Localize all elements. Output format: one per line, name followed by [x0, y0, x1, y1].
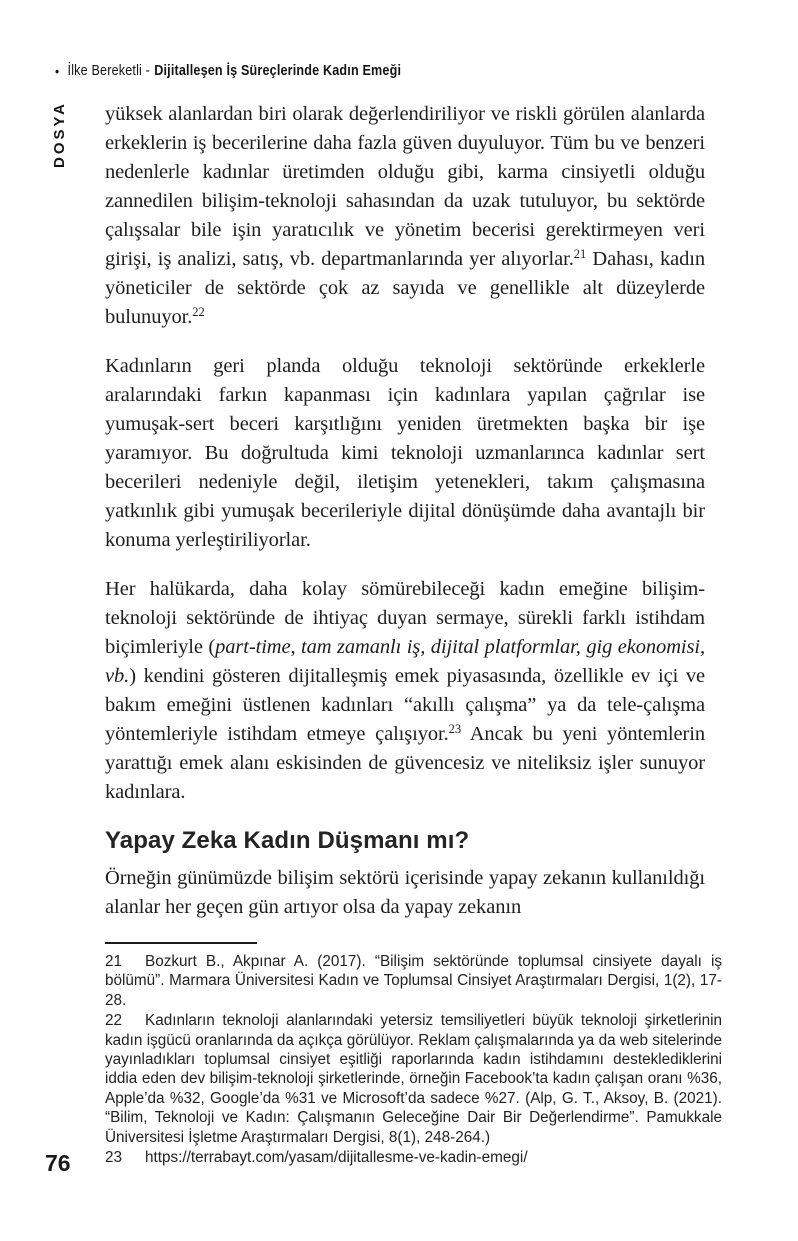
footnotes-block [105, 942, 722, 1167]
body-paragraph-1 [105, 100, 705, 332]
footnote-number: 21 [105, 953, 123, 970]
footnote-ref-23: 23 [448, 722, 462, 736]
footnote-22 [105, 1011, 722, 1147]
page-content [105, 100, 722, 1168]
body-paragraph-2 [105, 352, 705, 555]
footnote-ref-22: 22 [192, 305, 205, 319]
paragraph-text: yüksek alanlardan biri olarak değerlendiriliyor ve riskli görülen alanlarda erkeklerin iş becerilerine daha fazla güven duyuluyor. Tüm bu ve benzeri nedenlerle kadınlar üretimden olduğu gibi, karma cinsiyetli olduğu zannedilen bilişim-teknoloji sahasından da uzak tutuluyor, bu sektörde çalışsalar bile işin yaratıcılık ve yönetim becerisi gerektirmeyen veri girişi, iş analizi, satış, vb. departmanlarında yer alıyorlar. [105, 103, 705, 270]
footnote-separator-rule [105, 942, 257, 944]
section-label-dosya: DOSYA [51, 101, 68, 168]
paragraph-italic-text: part-time, tam zamanlı iş, dijital platformlar, gig ekonomisi, vb. [105, 636, 705, 687]
header-bullet-icon: • [55, 62, 60, 79]
paragraph-text: Dahası, kadın yöneticiler de sektörde çok az sayıda ve genellikle alt düzeylerde bulunuyor. [105, 248, 705, 328]
footnote-url-link[interactable]: https://terrabayt.com/yasam/dijitallesme-ve-kadin-emegi/ [145, 1149, 528, 1167]
paragraph-text: Ancak bu yeni yöntemlerin yarattığı emek alanı eskisinden de güvencesiz ve niteliksiz işler sunuyor kadınlara. [105, 723, 706, 803]
body-paragraph-4 [105, 864, 705, 922]
header-book-title: Dijitalleşen İş Süreçlerinde Kadın Emeği [154, 62, 402, 79]
paragraph-text: Her halükarda, daha kolay sömürebileceği kadın emeğine bilişim-teknoloji sektöründe de ihtiyaç duyan sermaye, sürekli farklı istihdam biçimleriyle ( [105, 578, 705, 658]
paragraph-text: Örneğin günümüzde bilişim sektörü içerisinde yapay zekanın kullanıldığı alanlar her geçen gün artıyor olsa da yapay zekanın [105, 867, 705, 918]
paragraph-text: ) kendini gösteren dijitalleşmiş emek piyasasında, özellikle ev içi ve bakım emeğini üstlenen kadınları “akıllı çalışma” ya da tele-çalışma yöntemleriyle istihdam etmeye çalışıyor. [105, 665, 705, 745]
body-paragraph-3 [105, 575, 705, 807]
footnote-ref-21: 21 [573, 247, 587, 261]
page-number: 76 [45, 1150, 71, 1176]
footnote-number: 22 [105, 1012, 123, 1030]
header-author: İlke Bereketli - [67, 62, 151, 79]
footnote-number: 23 [105, 1149, 123, 1167]
footnote-text: Bozkurt B., Akpınar A. (2017). “Bilişim sektöründe toplumsal cinsiyete dayalı iş bölümü”. Marmara Üniversitesi Kadın ve Toplumsal Cinsiyet Araştırmaları Dergisi, 1(2), 17-28. [105, 953, 722, 1009]
footnote-23 [105, 1148, 722, 1167]
footnote-21 [105, 952, 722, 1010]
footnote-text: Kadınların teknoloji alanlarındaki yetersiz temsiliyetleri büyük teknoloji şirketlerinin kadın işgücü oranlarında da açıkça görülüyor. Reklam çalışmalarında ya da web sitelerinde yayınladıkları toplumsal cinsiyet eşitliği raporlarında kadın istihdamını desteklediklerini iddia eden dev bilişim-teknoloji şirketlerinde, örneğin Facebook’ta kadın çalışan oranı %36, Apple’da %32, Google’da %31 ve Microsoft’da sadece %27. (Alp, G. T., Aksoy, B. (2021). “Bilim, Teknoloji ve Kadın: Çalışmanın Geleceğine Dair Bir Değerlendirme”. Pamukkale Üniversitesi İşletme Araştırmaları Dergisi, 8(1), 248-264.) [105, 1012, 722, 1146]
paragraph-text: Kadınların geri planda olduğu teknoloji sektöründe erkeklerle aralarındaki farkın kapanması için kadınlara yapılan çağrılar ise yumuşak-sert beceri karşıtlığını yeniden üretmekten başka bir işe yaramıyor. Bu doğrultuda kimi teknoloji uzmanlarınca kadınlar sert becerileri nedeniyle değil, iletişim yetenekleri, takım çalışmasına yatkınlık gibi yumuşak becerileriyle dijital dönüşümde daha avantajlı bir konuma yerleştiriliyorlar. [105, 355, 705, 551]
running-header [55, 62, 401, 79]
section-heading: Yapay Zeka Kadın Düşmanı mı? [105, 827, 470, 854]
